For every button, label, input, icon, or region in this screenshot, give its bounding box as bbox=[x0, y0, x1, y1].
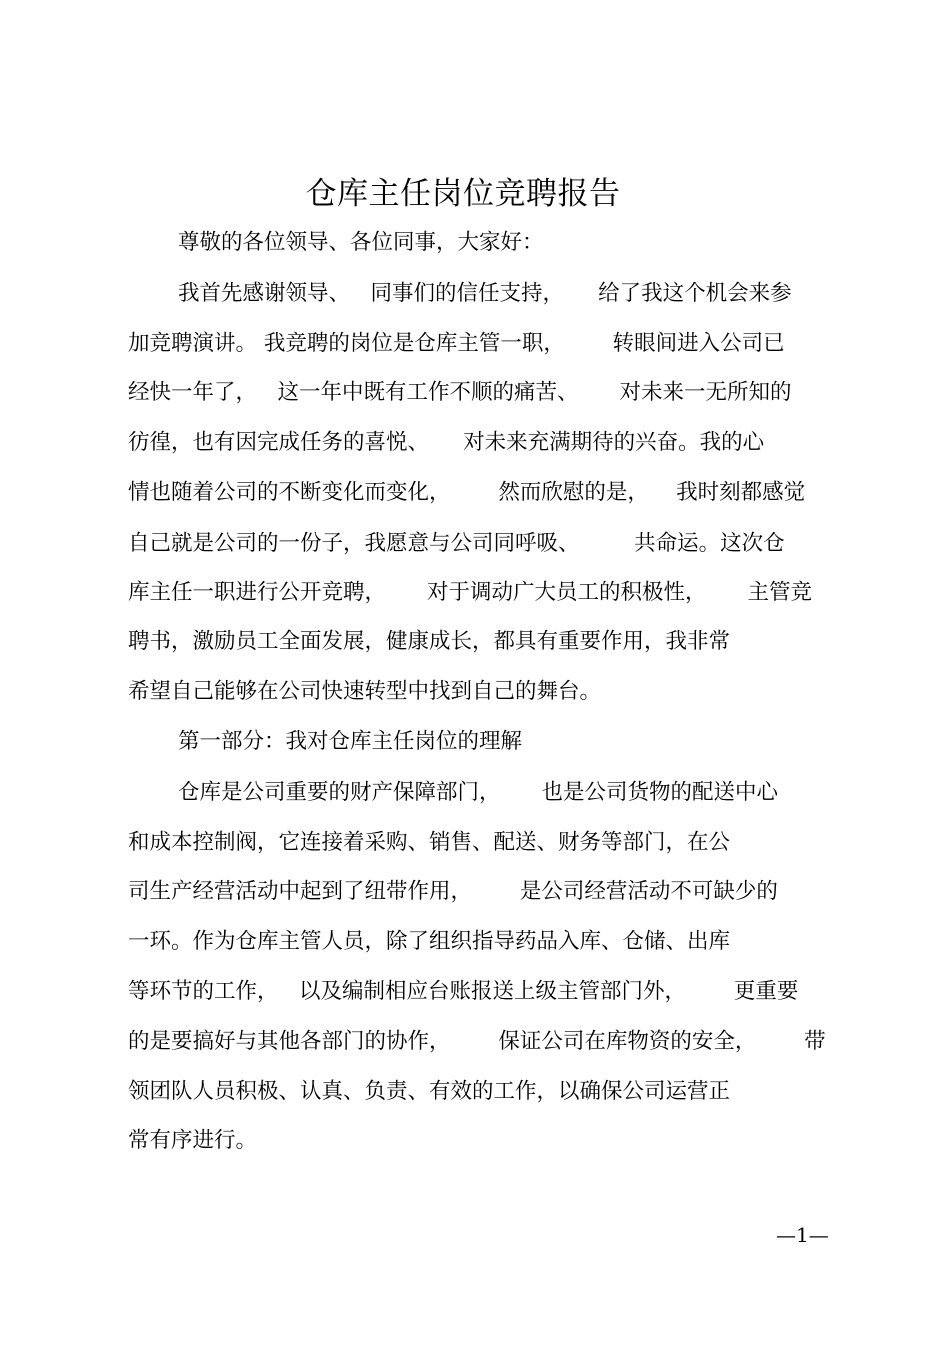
paragraph-line: 和成本控制阀，它连接着采购、销售、配送、财务等部门，在公 bbox=[128, 830, 731, 855]
paragraph-line: 情也随着公司的不断变化而变化， 然而欣慰的是， 我时刻都感觉 bbox=[128, 480, 806, 505]
paragraph-line: 加竞聘演讲。 我竞聘的岗位是仓库主管一职， 转眼间进入公司已 bbox=[128, 331, 785, 356]
paragraph-line: 尊敬的各位领导、各位同事，大家好： bbox=[178, 230, 544, 255]
paragraph-line: 我首先感谢领导、 同事们的信任支持， 给了我这个机会来参 bbox=[178, 281, 792, 306]
paragraph-line: 仓库是公司重要的财产保障部门， 也是公司货物的配送中心 bbox=[178, 780, 779, 805]
paragraph-line: 希望自己能够在公司快速转型中找到自己的舞台。 bbox=[128, 679, 602, 704]
paragraph-line: 等环节的工作， 以及编制相应台账报送上级主管部门外， 更重要 bbox=[128, 979, 799, 1004]
paragraph-line: 常有序进行。 bbox=[128, 1128, 258, 1153]
paragraph-line: 库主任一职进行公开竞聘， 对于调动广大员工的积极性， 主管竞 bbox=[128, 580, 813, 605]
paragraph-line: 聘书，激励员工全面发展，健康成长，都具有重要作用，我非常 bbox=[128, 629, 731, 654]
document-title: 仓库主任岗位竞聘报告 bbox=[305, 176, 621, 212]
paragraph-line: 经快一年了， 这一年中既有工作不顺的痛苦、 对未来一无所知的 bbox=[128, 380, 792, 405]
paragraph-line: 彷徨，也有因完成任务的喜悦、 对未来充满期待的兴奋。我的心 bbox=[128, 430, 765, 455]
paragraph-line: 自己就是公司的一份子，我愿意与公司同呼吸、 共命运。这次仓 bbox=[128, 531, 785, 556]
paragraph-line: 领团队人员积极、认真、负责、有效的工作，以确保公司运营正 bbox=[128, 1079, 731, 1104]
paragraph-line: 一环。作为仓库主管人员，除了组织指导药品入库、仓储、出库 bbox=[128, 929, 731, 954]
section-heading: 第一部分：我对仓库主任岗位的理解 bbox=[178, 729, 523, 754]
paragraph-line: 的是要搞好与其他各部门的协作， 保证公司在库物资的安全， 带 bbox=[128, 1029, 826, 1054]
paragraph-line: 司生产经营活动中起到了纽带作用， 是公司经营活动不可缺少的 bbox=[128, 879, 778, 904]
page-number: —1— bbox=[776, 1223, 829, 1247]
